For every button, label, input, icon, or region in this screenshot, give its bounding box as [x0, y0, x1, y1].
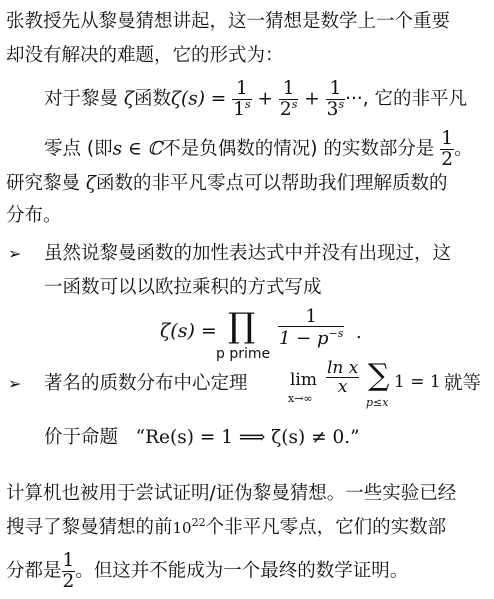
half-fraction: $\frac{1}{2}$	[441, 128, 454, 170]
pnt-formula: lim x→∞ $\frac{\text{ln x}}{x}$ ∑ p≤x 1 = 1	[288, 358, 441, 409]
definition-line: 对于黎曼 ζ函数ζ(s) = $\frac{1}{1^s}$ + $\frac{1}{2^s}$ + $\frac{1}{3^s}$ ···, 它的非平凡	[44, 78, 467, 120]
bullet1-line-1: 虽然说黎曼函数的加性表达式中并没有出现过，这	[44, 243, 452, 264]
product-lhs: ζ(s) =	[160, 320, 217, 342]
zero-line: 零点 (即s ∈ ℂ不是负偶数的情况) 的实数部分是 $\frac{1}{2}$ 。	[44, 128, 473, 170]
half-fraction: $\frac{1}{2}$	[62, 550, 75, 592]
bullet-arrow-icon: ➢	[8, 244, 22, 263]
definition-tail: ···, 它的非平凡	[345, 88, 467, 110]
sum-symbol: ∑	[368, 358, 390, 393]
function-word: 函数	[133, 88, 171, 110]
proposition: “Re(s) = 1 ⟹ ζ(s) ≠ 0.”	[135, 427, 360, 448]
conclusion-line-2: 搜寻了黎曼猜想的前$10^{22}$个非平凡零点，它们的实数部	[6, 515, 447, 538]
intro-line-2: 却没有解决的难题，它的形式为：	[6, 45, 284, 66]
bullet2-tail: 就等	[444, 373, 482, 394]
definition-prefix: 对于黎曼	[44, 88, 119, 110]
euler-fraction: $\frac{1}{1 - p^{-s}}$	[279, 306, 344, 349]
intro-line-1: 张教授先从黎曼猜想讲起，这一猜想是数学上一个重要	[6, 11, 451, 32]
conclusion-line-3: 分都是 $\frac{1}{2}$ 。但这并不能成为一个最终的数学证明。	[6, 550, 409, 592]
fraction-term-1: $\frac{1}{1^s}$	[233, 78, 251, 120]
conclusion-line-1: 计算机也被用于尝试证明/证伪黎曼猜想。一些实验已经	[6, 483, 457, 504]
bullet1-line-2: 一函数可以以欧拉乘积的方式写成	[44, 277, 322, 298]
bullet-arrow-icon: ➢	[8, 374, 22, 393]
product-symbol: ∏	[228, 306, 256, 346]
fraction-term-3: $\frac{1}{3^s}$	[326, 78, 345, 120]
euler-product-formula: ζ(s) = ∏ p prime $\frac{1}{1 - p^{-s}}$ .	[160, 306, 362, 362]
zeta-symbol: ζ	[123, 88, 134, 110]
bullet2-line-1: 著名的质数分布中心定理	[44, 373, 248, 394]
s-in-c: s ∈ ℂ	[112, 138, 163, 160]
bullet2-line-2: 价于命题 “Re(s) = 1 ⟹ ζ(s) ≠ 0.”	[44, 427, 360, 448]
zeta-s-expression: ζ(s) =	[170, 88, 227, 110]
fraction-term-2: $\frac{1}{2^s}$	[279, 78, 298, 120]
purpose-line-1: 研究黎曼 ζ函数的非平凡零点可以帮助我们理解质数的	[6, 173, 448, 194]
lim-operator: lim	[290, 370, 317, 390]
purpose-line-2: 分布。	[6, 205, 62, 226]
ln-fraction: $\frac{\text{ln x}}{x}$	[327, 358, 359, 397]
product-subscript: p prime	[216, 346, 271, 362]
